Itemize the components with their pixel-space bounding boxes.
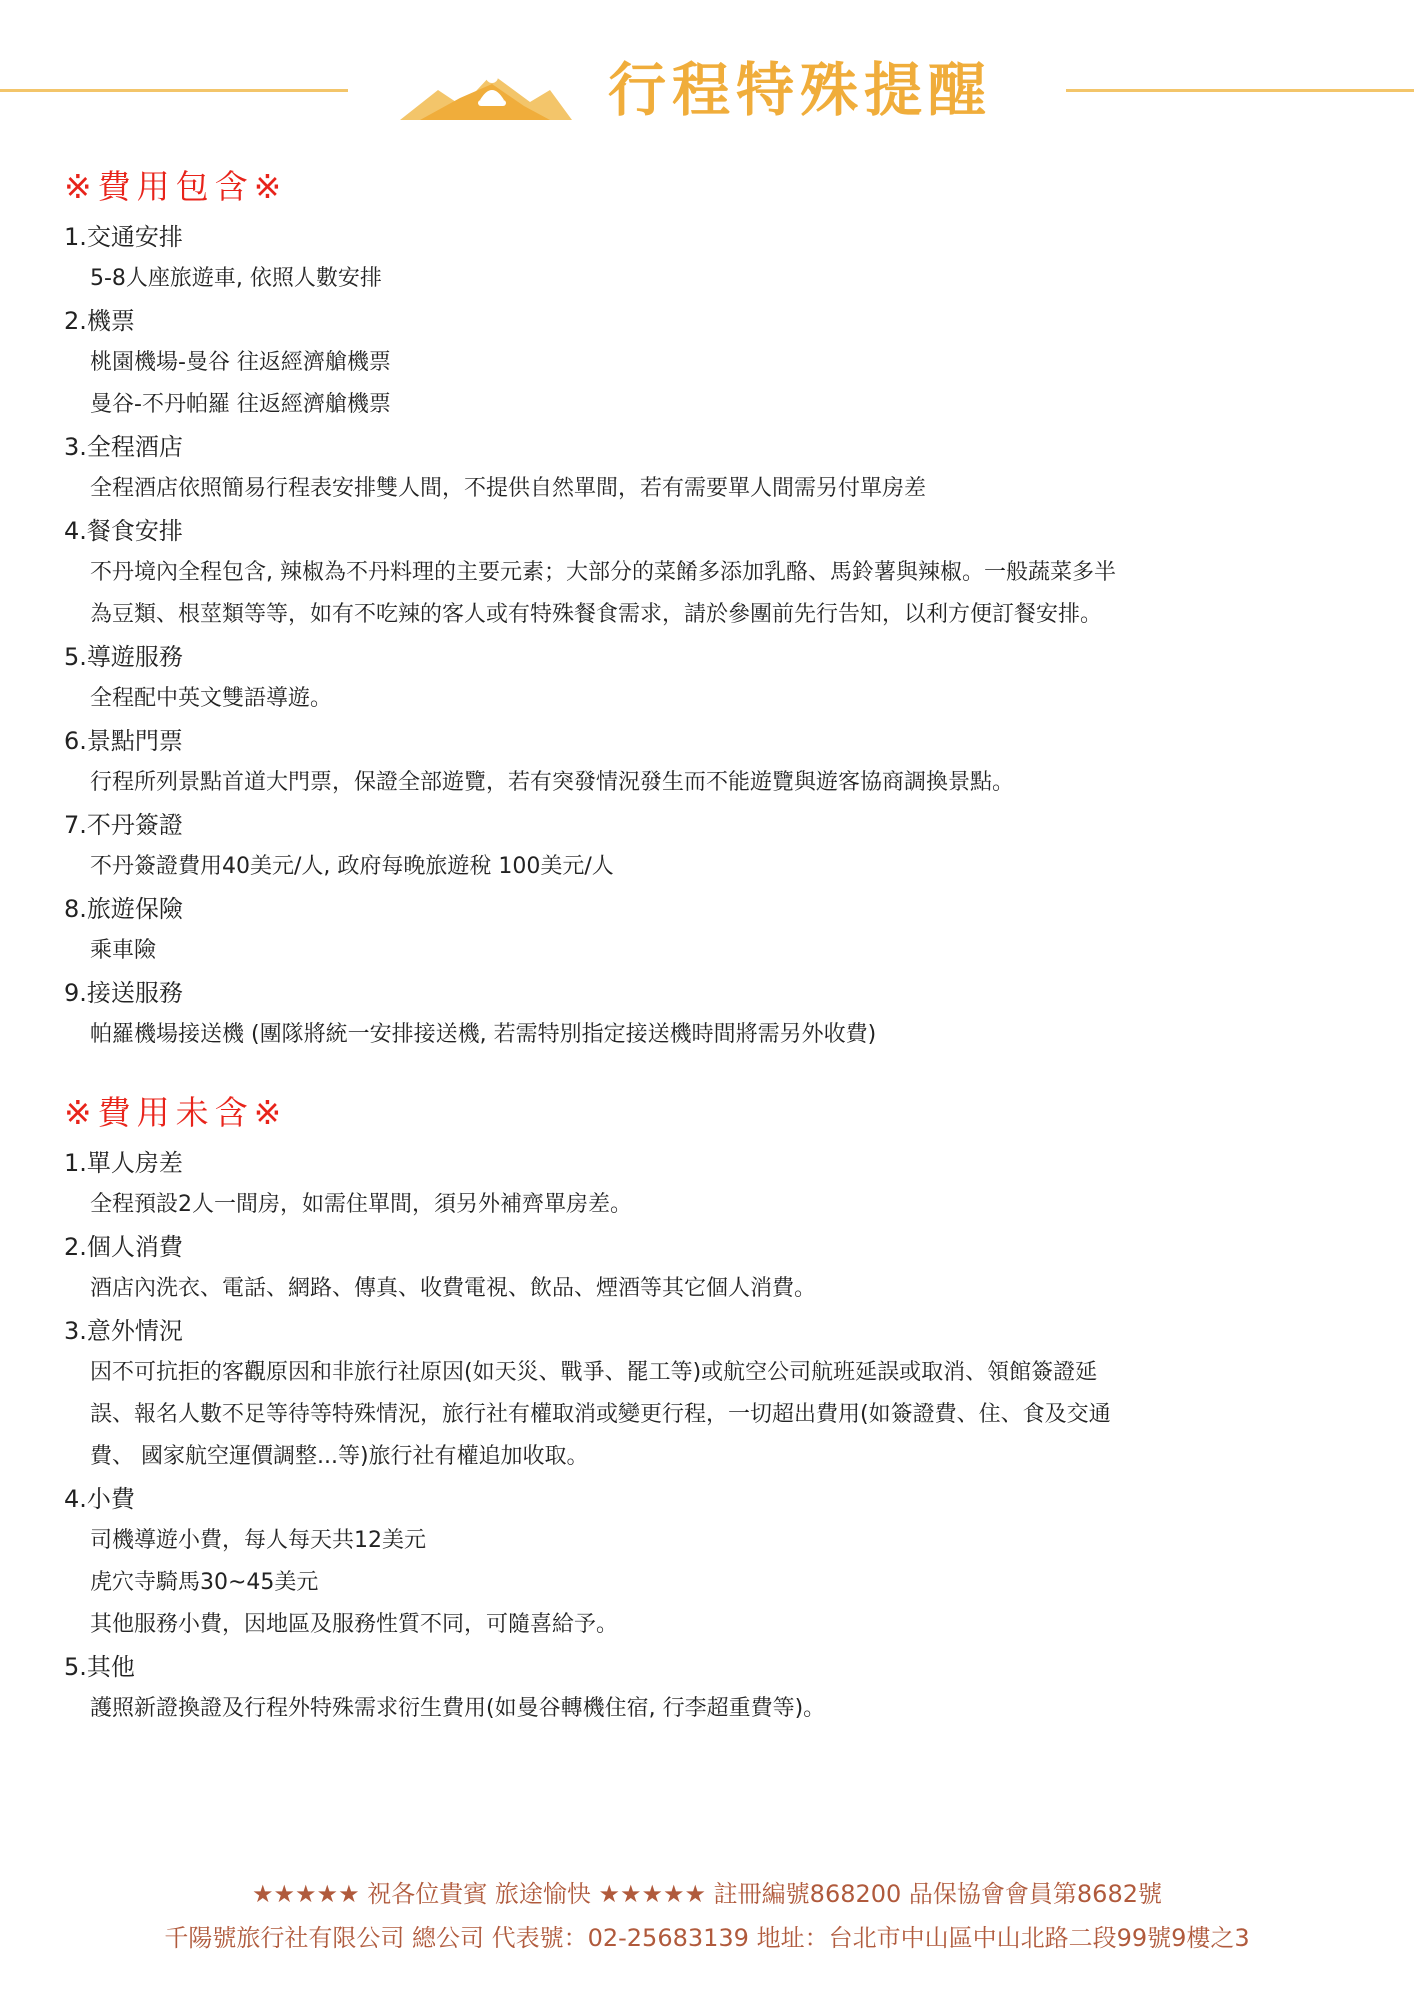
item-detail-line: 全程酒店依照簡易行程表安排雙人間，不提供自然單間，若有需要單人間需另付單房差 [90, 476, 927, 501]
item-heading: 3.意外情況 [64, 1317, 183, 1345]
item-detail-line: 乘車險 [90, 938, 157, 963]
item-detail-line: 費、 國家航空運價調整...等)旅行社有權追加收取。 [90, 1444, 589, 1469]
item-heading: 5.其他 [64, 1653, 135, 1681]
item-detail-line: 誤、報名人數不足等待等特殊情況，旅行社有權取消或變更行程，一切超出費用(如簽證費、住、食及交通 [90, 1402, 1111, 1427]
included-title: ※費用包含※ [64, 167, 288, 206]
item-heading: 5.導遊服務 [64, 643, 183, 671]
footer-greeting: ★★★★★ 祝各位貴賓 旅途愉快 ★★★★★ 註冊編號868200 品保協會會員第8682號 [252, 1880, 1162, 1908]
item-detail-line: 虎穴寺騎馬30~45美元 [90, 1570, 319, 1595]
item-heading: 2.機票 [64, 307, 135, 335]
item-heading: 3.全程酒店 [64, 433, 183, 461]
item-heading: 4.小費 [64, 1485, 135, 1513]
item-detail-line: 行程所列景點首道大門票，保證全部遊覽，若有突發情況發生而不能遊覽與遊客協商調換景點。 [90, 770, 1015, 795]
item-detail-line: 酒店內洗衣、電話、網路、傳真、收費電視、飲品、煙酒等其它個人消費。 [90, 1276, 817, 1301]
item-heading: 1.交通安排 [64, 223, 183, 251]
header-right-rule [1066, 89, 1414, 92]
item-detail-line: 帕羅機場接送機 (團隊將統一安排接送機, 若需特別指定接送機時間將需另外收費) [90, 1022, 877, 1047]
item-detail-line: 不丹簽證費用40美元/人, 政府每晚旅遊稅 100美元/人 [90, 854, 614, 879]
item-heading: 1.單人房差 [64, 1149, 183, 1177]
included-section [64, 162, 1364, 1056]
item-heading: 9.接送服務 [64, 979, 183, 1007]
footer-company-info: 千陽號旅行社有限公司 總公司 代表號：02-25683139 地址：台北市中山區中山北路二段99號9樓之3 [164, 1924, 1250, 1952]
item-detail-line: 司機導遊小費，每人每天共12美元 [90, 1528, 426, 1553]
item-detail-line: 其他服務小費，因地區及服務性質不同，可隨喜給予。 [90, 1612, 619, 1637]
included-list [64, 216, 1364, 1056]
item-heading: 8.旅遊保險 [64, 895, 183, 923]
excluded-title: ※費用未含※ [64, 1093, 288, 1132]
mountain-buddha-icon [400, 60, 572, 122]
item-detail-line: 全程配中英文雙語導遊。 [90, 686, 333, 711]
item-detail-line: 曼谷-不丹帕羅 往返經濟艙機票 [90, 392, 391, 417]
item-detail-line: 5-8人座旅遊車, 依照人數安排 [90, 266, 382, 291]
item-detail-line: 因不可抗拒的客觀原因和非旅行社原因(如天災、戰爭、罷工等)或航空公司航班延誤或取消、領館簽證延 [90, 1360, 1098, 1385]
item-heading: 4.餐食安排 [64, 517, 183, 545]
item-detail-line: 為豆類、根莖類等等，如有不吃辣的客人或有特殊餐食需求，請於參團前先行告知，以利方便訂餐安排。 [90, 602, 1103, 627]
item-detail-line: 護照新證換證及行程外特殊需求衍生費用(如曼谷轉機住宿, 行李超重費等)。 [90, 1696, 826, 1721]
item-detail-line: 桃園機場-曼谷 往返經濟艙機票 [90, 350, 391, 375]
excluded-section [64, 1088, 1364, 1730]
page-title: 行程特殊提醒 [608, 56, 993, 124]
item-heading: 6.景點門票 [64, 727, 183, 755]
excluded-list [64, 1142, 1364, 1730]
header-left-rule [0, 89, 348, 92]
item-detail-line: 全程預設2人一間房，如需住單間，須另外補齊單房差。 [90, 1192, 632, 1217]
item-heading: 2.個人消費 [64, 1233, 183, 1261]
page-header [0, 48, 1414, 138]
item-heading: 7.不丹簽證 [64, 811, 183, 839]
item-detail-line: 不丹境內全程包含, 辣椒為不丹料理的主要元素；大部分的菜餚多添加乳酪、馬鈴薯與辣椒。一般蔬菜多半 [90, 560, 1116, 585]
